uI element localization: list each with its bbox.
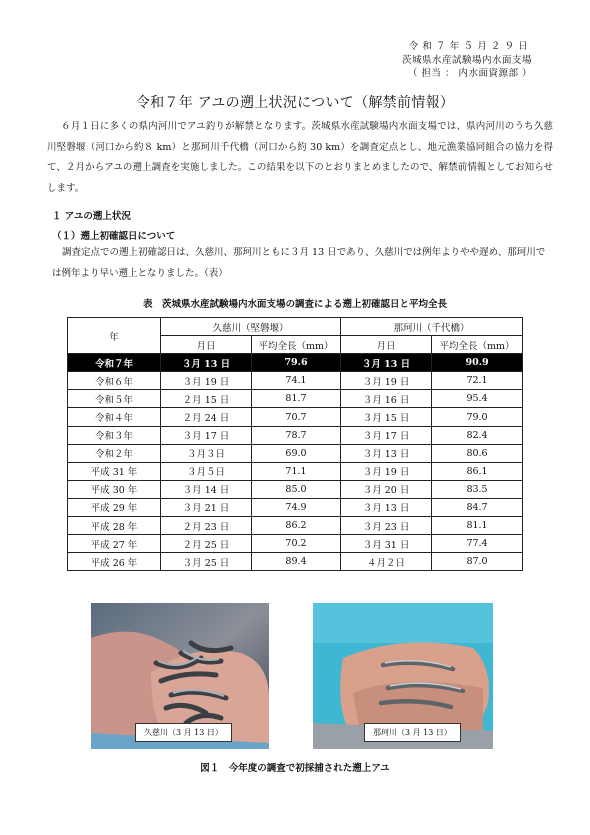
table-row [68, 390, 523, 408]
kuji-date-cell: ３月 25 日 [161, 553, 252, 571]
document-header [402, 40, 532, 81]
naka-date-cell: ３月 16 日 [341, 390, 432, 408]
naka-date-cell: ３月 23 日 [341, 517, 432, 535]
year-cell: 平成 26 年 [68, 553, 161, 571]
contact-info: （ 担当 ： 内水面資源部 ） [407, 68, 532, 79]
year-cell: 令和３年 [68, 426, 161, 444]
table-header-row [68, 318, 523, 336]
kuji-length-cell: 71.1 [252, 462, 341, 480]
figure-caption: 図１ 今年度の調査で初採捕された遡上アユ [200, 763, 390, 774]
naka-length-cell: 79.0 [432, 408, 523, 426]
kuji-date-cell: ３月５日 [161, 462, 252, 480]
river2-length-header: 平均全長（mm） [432, 336, 523, 354]
naka-length-cell: 77.4 [432, 535, 523, 553]
year-cell: 平成 27 年 [68, 535, 161, 553]
table-row [68, 517, 523, 535]
kuji-length-cell: 85.0 [252, 480, 341, 498]
subsection-heading: （１）遡上初確認日について [52, 231, 176, 242]
kuji-date-cell: ２月 24 日 [161, 408, 252, 426]
river1-header: 久慈川（堅磐堰） [161, 318, 341, 336]
year-cell: 令和４年 [68, 408, 161, 426]
naka-length-cell: 80.6 [432, 444, 523, 462]
kuji-date-cell: ３月３日 [161, 444, 252, 462]
table-row [68, 535, 523, 553]
document-title: 令和７年 アユの遡上状況について（解禁前情報） [135, 95, 455, 111]
naka-date-cell: ３月 20 日 [341, 480, 432, 498]
naka-date-cell: ３月 17 日 [341, 426, 432, 444]
year-cell: 平成 31 年 [68, 462, 161, 480]
river2-header: 那珂川（千代橋） [341, 318, 523, 336]
kuji-length-cell: 78.7 [252, 426, 341, 444]
naka-length-cell: 83.5 [432, 480, 523, 498]
kuji-date-cell: ３月 19 日 [161, 372, 252, 390]
year-header: 年 [68, 318, 161, 354]
body-paragraph [52, 243, 552, 284]
river1-length-header: 平均全長（mm） [252, 336, 341, 354]
naka-date-cell: ３月 31 日 [341, 535, 432, 553]
photo-kuji-river [91, 603, 269, 749]
table-row [68, 354, 523, 372]
river1-date-header: 月日 [161, 336, 252, 354]
naka-date-cell: ３月 15 日 [341, 408, 432, 426]
table-row [68, 498, 523, 516]
year-cell: 平成 28 年 [68, 517, 161, 535]
year-cell: 令和２年 [68, 444, 161, 462]
photo-label-naka: 那珂川（3 月 13 日） [364, 723, 461, 742]
table-row [68, 462, 523, 480]
kuji-length-cell: 69.0 [252, 444, 341, 462]
naka-date-cell: ３月 13 日 [341, 444, 432, 462]
kuji-length-cell: 81.7 [252, 390, 341, 408]
naka-length-cell: 84.7 [432, 498, 523, 516]
kuji-length-cell: 74.9 [252, 498, 341, 516]
table-row [68, 372, 523, 390]
kuji-date-cell: ３月 21 日 [161, 498, 252, 516]
photo-label-kuji: 久慈川（3 月 13 日） [135, 723, 232, 742]
year-cell: 令和７年 [68, 354, 161, 372]
table-row [68, 553, 523, 571]
table-row [68, 444, 523, 462]
naka-length-cell: 81.1 [432, 517, 523, 535]
table-row [68, 408, 523, 426]
kuji-length-cell: 86.2 [252, 517, 341, 535]
naka-length-cell: 95.4 [432, 390, 523, 408]
naka-date-cell: ４月２日 [341, 553, 432, 571]
naka-date-cell: ３月 13 日 [341, 498, 432, 516]
kuji-date-cell: ２月 23 日 [161, 517, 252, 535]
body-text: 調査定点での遡上初確認日は、久慈川、那珂川ともに３月 13 日であり、久慈川では例年よりやや遅め、那珂川では例年より早い遡上となりました。（表） [52, 247, 546, 279]
table-row [68, 426, 523, 444]
naka-date-cell: ３月 19 日 [341, 462, 432, 480]
section-heading: １ アユの遡上状況 [52, 211, 131, 222]
year-cell: 令和５年 [68, 390, 161, 408]
naka-length-cell: 72.1 [432, 372, 523, 390]
naka-length-cell: 90.9 [432, 354, 523, 372]
table-caption: 表 茨城県水産試験場内水面支場の調査による遡上初確認日と平均全長 [142, 299, 447, 310]
kuji-length-cell: 89.4 [252, 553, 341, 571]
photo-naka-river [313, 603, 493, 749]
year-cell: 令和６年 [68, 372, 161, 390]
intro-text: ６月１日に多くの県内河川でアユ釣りが解禁となります。茨城県水産試験場内水面支場では、県内河川のうち久慈川堅磐堰（河口から約８ km）と那珂川千代橋（河口から約 30 km）を調査定点とし、地元漁業協同組合の協力を得て、２月からアユの遡上調査を実施しました。この結果を以下のとおりまとめましたので、解禁前情報としてお知らせします。 [47, 121, 553, 194]
document-date: 令和７年５月２９日 [408, 41, 532, 52]
kuji-date-cell: ３月 14 日 [161, 480, 252, 498]
naka-length-cell: 82.4 [432, 426, 523, 444]
organization-name: 茨城県水産試験場内水面支場 [401, 54, 532, 66]
year-cell: 平成 30 年 [68, 480, 161, 498]
table-row [68, 480, 523, 498]
kuji-length-cell: 70.2 [252, 535, 341, 553]
naka-date-cell: ３月 13 日 [341, 354, 432, 372]
data-table [67, 317, 523, 571]
naka-length-cell: 87.0 [432, 553, 523, 571]
intro-paragraph [47, 117, 553, 199]
naka-date-cell: ３月 19 日 [341, 372, 432, 390]
kuji-length-cell: 79.6 [252, 354, 341, 372]
kuji-date-cell: ２月 25 日 [161, 535, 252, 553]
kuji-date-cell: ３月 13 日 [161, 354, 252, 372]
kuji-length-cell: 74.1 [252, 372, 341, 390]
kuji-date-cell: ３月 17 日 [161, 426, 252, 444]
river2-date-header: 月日 [341, 336, 432, 354]
kuji-date-cell: ２月 15 日 [161, 390, 252, 408]
year-cell: 平成 29 年 [68, 498, 161, 516]
naka-length-cell: 86.1 [432, 462, 523, 480]
kuji-length-cell: 70.7 [252, 408, 341, 426]
